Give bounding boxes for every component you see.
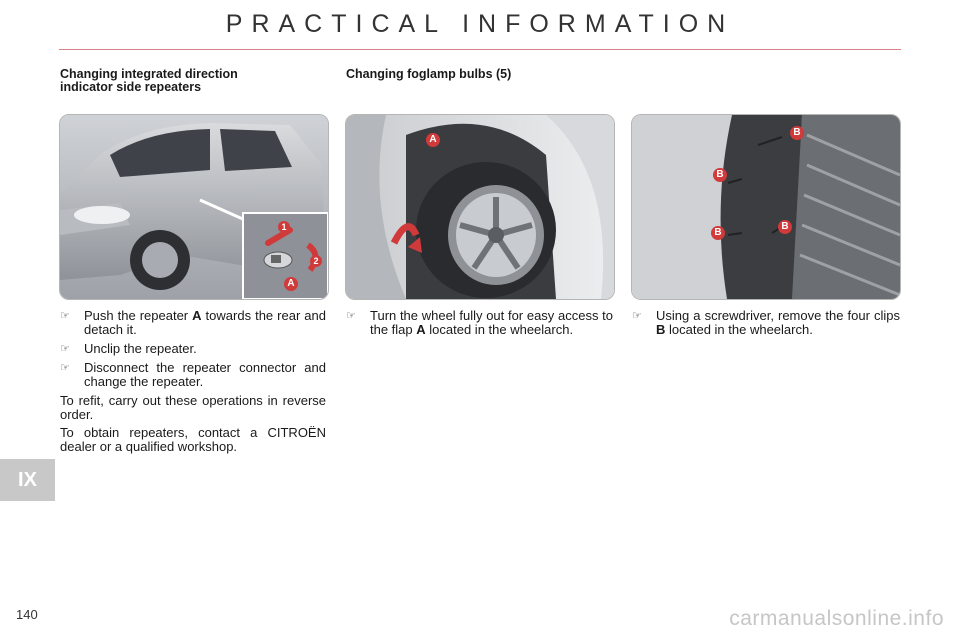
pointing-hand-icon: ☞ <box>346 310 356 322</box>
dealer-paragraph: To obtain repeaters, contact a CITROËN dealer or a qualified workshop. <box>60 425 326 454</box>
bullet-label-b: B <box>656 322 666 337</box>
bullet-label-a: A <box>192 308 202 323</box>
clip-instructions <box>632 309 900 342</box>
pointing-hand-icon: ☞ <box>632 310 642 322</box>
page-header-title: PRACTICAL INFORMATION <box>225 10 735 38</box>
photo-wheelarch-clips <box>631 114 901 300</box>
bullet-text: Disconnect the repeater connector and change the repeater. <box>84 360 326 389</box>
bullet-text: towards the rear and detach it. <box>84 308 326 337</box>
repeater-instructions <box>60 309 326 458</box>
bullet-text: Turn the wheel fully out for easy access to the flap <box>370 308 613 337</box>
bullet-text: located in the wheelarch. <box>425 322 574 337</box>
bullet-text: Using a screwdriver, remove the four clips <box>656 308 900 323</box>
wheel-instructions <box>346 309 613 342</box>
section-heading-repeaters <box>60 68 238 94</box>
bullet-text: Push the repeater <box>84 308 193 323</box>
heading-line: Changing integrated direction <box>60 67 238 81</box>
label-a-marker: A <box>426 133 440 147</box>
heading-line: indicator side repeaters <box>60 80 202 94</box>
page-number: 140 <box>16 607 38 622</box>
bullet-text: located in the wheelarch. <box>665 322 813 337</box>
watermark: carmanualsonline.info <box>729 607 944 630</box>
list-item <box>632 309 900 337</box>
label-b-marker: B <box>713 168 727 182</box>
step-2-marker: 2 <box>310 255 322 267</box>
pointing-hand-icon: ☞ <box>60 362 70 374</box>
bullet-label-a: A <box>416 322 426 337</box>
step-1-marker: 1 <box>278 221 290 233</box>
refit-paragraph: To refit, carry out these operations in reverse order. <box>60 393 326 422</box>
bullet-text: Unclip the repeater. <box>84 341 197 356</box>
photo-wheel-turned <box>345 114 615 300</box>
header-rule <box>59 49 901 50</box>
label-b-marker: B <box>711 226 725 240</box>
chapter-tab <box>0 459 55 501</box>
label-b-marker: B <box>790 126 804 140</box>
photo-car-repeater <box>59 114 329 300</box>
pointing-hand-icon: ☞ <box>60 343 70 355</box>
list-item <box>60 309 326 337</box>
chapter-number: IX <box>18 468 37 491</box>
section-heading-foglamps: Changing foglamp bulbs (5) <box>346 67 512 81</box>
list-item <box>60 361 326 389</box>
list-item <box>60 342 326 356</box>
pointing-hand-icon: ☞ <box>60 310 70 322</box>
label-b-marker: B <box>778 220 792 234</box>
label-a-marker: A <box>284 277 298 291</box>
list-item <box>346 309 613 337</box>
